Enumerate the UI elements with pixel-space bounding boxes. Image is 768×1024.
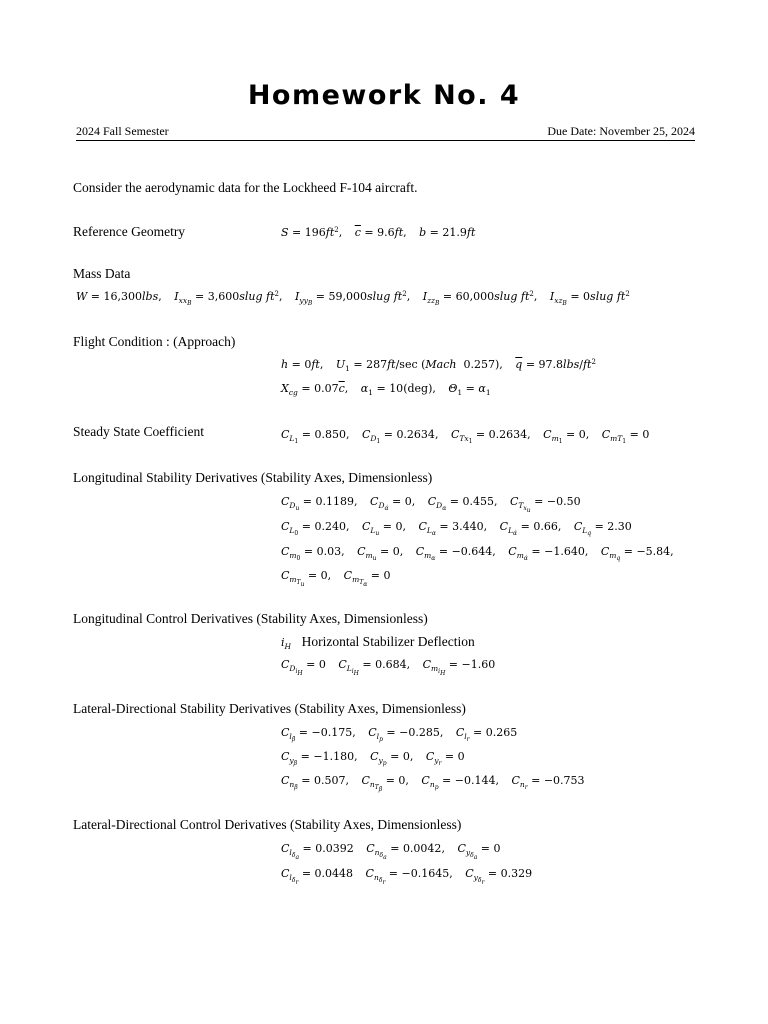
long-stability-line-2: $C_{L_0} = 0.240$, $C_{L_u} = 0$, $C_{L_\alpha} = 3.440$, $C_{L_{\alphȧ}} = 0.66$, $C_{L_q} = 2.30$ [281,520,632,537]
lat-control-line-1: $C_{l_{\delta_a}} = 0.0392$ $C_{n_{\delta_a}} = 0.0042$, $C_{y_{\delta_a}} = 0$ [281,842,501,861]
section-steady-state: Steady State Coefficient [73,424,204,439]
lat-control-line-2: $C_{l_{\delta_r}} = 0.0448$ $C_{n_{\delta_r}} = -0.1645$, $C_{y_{\delta_r}} = 0.329$ [281,867,533,886]
section-longitudinal-control: Longitudinal Control Derivatives (Stability Axes, Dimensionless) [73,611,428,626]
long-stability-line-3: $C_{m_0} = 0.03$, $C_{m_u} = 0$, $C_{m_\alpha} = -0.644$, $C_{m_{\alphȧ}} = -1.640$, $C_{m_q} = -5.84$, [281,545,674,562]
long-stability-line-1: $C_{D_u} = 0.1189$, $C_{D_{\alphȧ}} = 0$, $C_{D_\alpha} = 0.455$, $C_{T_{x_u}} = -0.50$ [281,495,581,514]
mass-data-values: W = 16,300lbs, $I_{xx_B}$ = 3,600slug $ft^2$, $I_{yy_B}$ = 59,000slug $ft^2$, $I_{zz_B}$ = 60,000slug $ft^2$, $I_{xz_B}$ = 0slug $ft^2$ [76,290,630,307]
section-lateral-stability: Lateral-Directional Stability Derivatives (Stability Axes, Dimensionless) [73,701,466,716]
long-control-ih-label: $i_H$ Horizontal Stabilizer Deflection [281,634,475,651]
flight-condition-line-2: $X_{cg} = 0.07\overline{c}$, $\alpha_1 = 10(deg)$, $\Theta_1 = \alpha_1$ [281,382,491,397]
page-title: Homework No. 4 [247,80,521,111]
lat-stability-line-1: $C_{l_\beta} = -0.175$, $C_{l_p} = -0.285$, $C_{l_r} = 0.265$ [281,726,518,743]
lat-stability-line-2: $C_{y_\beta} = -1.180$, $C_{y_p} = 0$, $C_{y_r} = 0$ [281,750,465,767]
header-row [76,124,695,141]
lat-stability-line-3: $C_{n_\beta} = 0.507$, $C_{n_{T_\beta}} = 0$, $C_{n_p} = -0.144$, $C_{n_r} = -0.753$ [281,774,585,793]
semester-label: 2024 Fall Semester [76,124,169,138]
section-lateral-control: Lateral-Directional Control Derivatives (Stability Axes, Dimensionless) [73,817,462,832]
due-date: Due Date: November 25, 2024 [547,124,695,138]
section-flight-condition: Flight Condition : (Approach) [73,334,236,349]
steady-state-values: $C_{L_1} = 0.850$, $C_{D_1} = 0.2634$, $C_{Tx_1} = 0.2634$, $C_{m_1} = 0$, $C_{mT_1} = 0$ [281,428,650,445]
long-stability-line-4: $C_{m_{T_u}} = 0$, $C_{m_{T_\alpha}} = 0$ [281,569,391,588]
reference-geometry-values: $S = 196ft^2$, $\overline{c} = 9.6ft$, b = 21.9ft [281,226,476,239]
intro-text: Consider the aerodynamic data for the Lockheed F-104 aircraft. [73,180,418,195]
flight-condition-line-1: h = 0ft, $U_1 = 287ft/\sec$ (Mach 0.257), $\overline{q} = 97.8lbs/ft^2$ [281,358,596,373]
section-reference-geometry: Reference Geometry [73,224,186,239]
section-mass-data: Mass Data [73,266,131,281]
section-longitudinal-stability: Longitudinal Stability Derivatives (Stability Axes, Dimensionless) [73,470,433,485]
long-control-values: $C_{D_{i_H}} = 0$ $C_{L_{i_H}} = 0.684$, $C_{m_{i_H}} = -1.60$ [281,658,496,677]
